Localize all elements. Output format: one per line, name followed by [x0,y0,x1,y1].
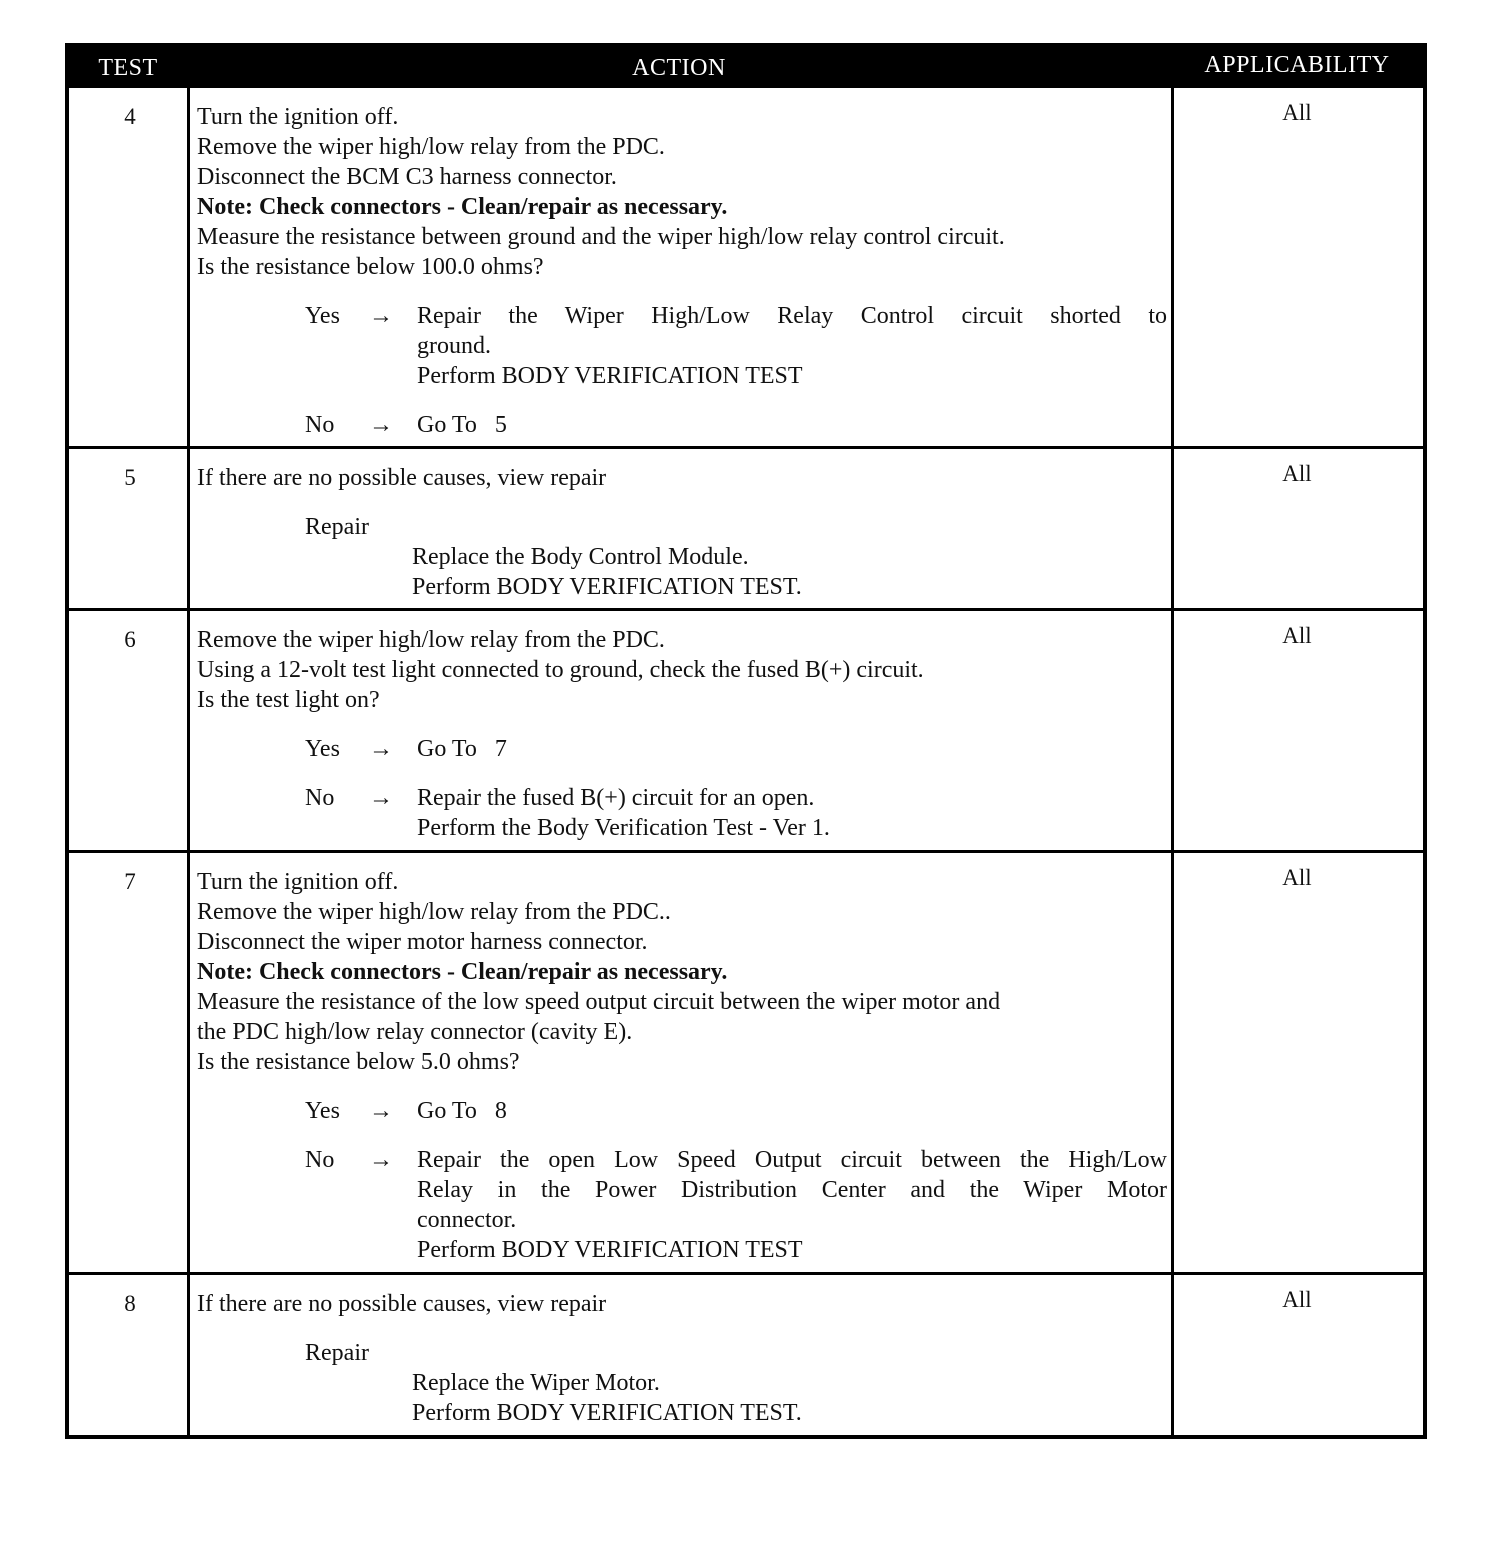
action-line: If there are no possible causes, view repair [197,465,607,491]
repair-item: Perform BODY VERIFICATION TEST. [412,1400,802,1426]
header-action: ACTION [632,55,726,81]
response-text: ground. [417,333,491,359]
action-line: Disconnect the BCM C3 harness connector. [197,164,617,190]
note-line: Note: Check connectors - Clean/repair as necessary. [197,194,728,220]
arrow-icon: → [369,1147,393,1173]
header-applicability: APPLICABILITY [1204,52,1390,78]
action-line: Measure the resistance between ground and the wiper high/low relay control circuit. [197,224,1005,250]
applicability: All [1282,1287,1312,1312]
action-cell [197,463,1167,602]
response-text: Repair the Wiper High/Low Relay Control circuit shorted to [417,303,1167,329]
no-response [197,410,1167,440]
yes-response [197,1096,1167,1126]
response-text: Go To 5 [417,412,507,438]
action-line: Remove the wiper high/low relay from the PDC.. [197,899,671,925]
table-row [69,88,1423,446]
action-cell [197,625,1167,843]
action-line: Is the resistance below 5.0 ohms? [197,1049,520,1075]
response-text: Go To 8 [417,1098,507,1124]
table-row [69,449,1423,608]
response-text: Perform BODY VERIFICATION TEST [417,363,803,389]
no-label: No [305,412,335,438]
arrow-icon: → [369,303,393,329]
no-label: No [305,1147,335,1173]
test-number: 8 [124,1291,136,1316]
action-line: Measure the resistance of the low speed output circuit between the wiper motor and [197,989,1001,1015]
header-test: TEST [98,55,158,81]
action-line: the PDC high/low relay connector (cavity E). [197,1019,633,1045]
table-row [69,611,1423,850]
repair-item: Replace the Body Control Module. [412,544,749,570]
applicability: All [1282,461,1312,486]
applicability: All [1282,865,1312,890]
action-line: Turn the ignition off. [197,104,399,130]
action-cell [197,867,1167,1265]
arrow-icon: → [369,736,393,762]
no-label: No [305,785,335,811]
applicability: All [1282,623,1312,648]
action-line: Is the resistance below 100.0 ohms? [197,254,544,280]
arrow-icon: → [369,1098,393,1124]
action-line: Remove the wiper high/low relay from the PDC. [197,627,665,653]
yes-response [197,301,1167,391]
table-row [69,1275,1423,1439]
response-text: Repair the fused B(+) circuit for an open. [417,785,815,811]
action-line: Using a 12-volt test light connected to ground, check the fused B(+) circuit. [197,657,924,683]
action-line: If there are no possible causes, view repair [197,1291,607,1317]
table-row [69,853,1423,1272]
repair-item: Perform BODY VERIFICATION TEST. [412,574,802,600]
no-response [197,1145,1167,1265]
response-text: Repair the open Low Speed Output circuit between the High/Low [417,1147,1167,1173]
response-text: connector. [417,1207,517,1233]
yes-label: Yes [305,303,340,329]
repair-item: Replace the Wiper Motor. [412,1370,660,1396]
test-number: 5 [124,465,136,490]
table-header [69,47,1423,88]
yes-label: Yes [305,1098,340,1124]
response-text: Perform BODY VERIFICATION TEST [417,1237,803,1263]
repair-label: Repair [305,514,369,540]
test-number: 4 [124,104,136,129]
yes-response [197,734,1167,764]
test-number: 7 [124,869,136,894]
action-line: Turn the ignition off. [197,869,399,895]
applicability: All [1282,100,1312,125]
response-text: Perform the Body Verification Test - Ver 1. [417,815,830,841]
action-cell [197,102,1167,440]
yes-label: Yes [305,736,340,762]
response-text: Relay in the Power Distribution Center and the Wiper Motor [417,1177,1167,1203]
arrow-icon: → [369,785,393,811]
diagnostic-test-table [65,43,1427,1439]
action-line: Disconnect the wiper motor harness connector. [197,929,648,955]
arrow-icon: → [369,412,393,438]
response-text: Go To 7 [417,736,507,762]
action-cell [197,1289,1167,1428]
repair-label: Repair [305,1340,369,1366]
note-line: Note: Check connectors - Clean/repair as necessary. [197,959,728,985]
action-line: Remove the wiper high/low relay from the PDC. [197,134,665,160]
action-line: Is the test light on? [197,687,380,713]
no-response [197,783,1167,843]
test-number: 6 [124,627,136,652]
